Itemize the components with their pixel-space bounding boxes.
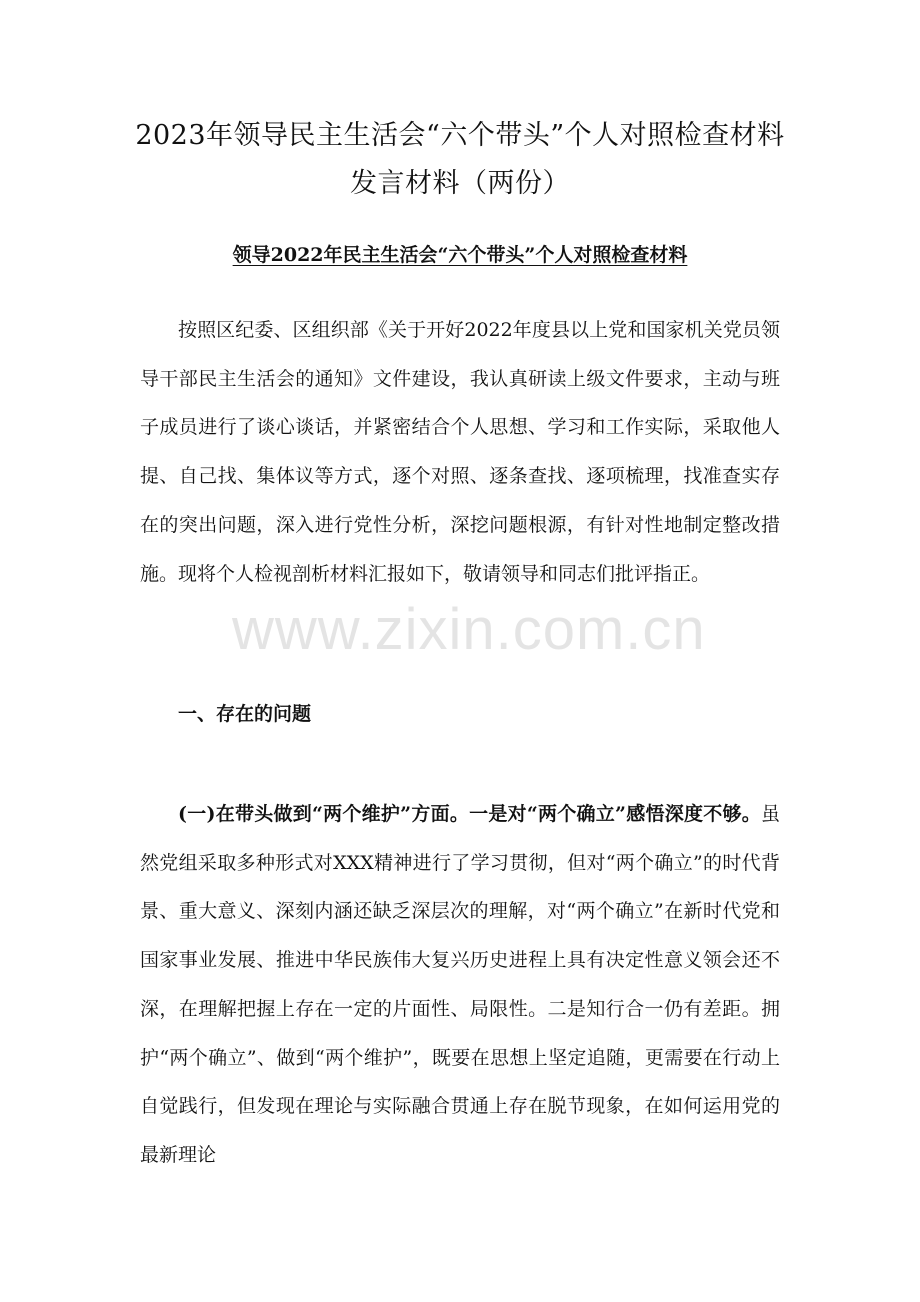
document-title: 2023年领导民主生活会“六个带头”个人对照检查材料发言材料（两份）: [135, 120, 785, 199]
subtitle-text: 领导2022年民主生活会“六个带头”个人对照检查材料: [232, 244, 688, 266]
item1-body: 虽然党组采取多种形式对XXX精神进行了学习贯彻，但对“两个确立”的时代背景、重大意义、深刻内涵还缺乏深层次的理解，对“两个确立”在新时代党和国家事业发展、推进中华民族伟大复兴历史进程上具有决定性意义领会还不深，在理解把握上存在一定的片面性、局限性。二是知行合一仍有差距。拥护“两个确立”、做到“两个维护”，既要在思想上坚定追随，更需要在行动上自觉践行，但发现在理论与实际融合贯通上存在脱节现象，在如何运用党的最新理论: [140, 803, 780, 1166]
document-subtitle: [140, 240, 780, 270]
watermark-text: www.zixin.com.cn: [232, 597, 706, 662]
intro-paragraph: 按照区纪委、区组织部《关于开好2022年度县以上党和国家机关党员领导干部民主生活会的通知》文件建设，我认真研读上级文件要求，主动与班子成员进行了谈心谈话，并紧密结合个人思想、学习和工作实际，采取他人提、自己找、集体议等方式，逐个对照、逐条查找、逐项梳理，找准查实存在的突出问题，深入进行党性分析，深挖问题根源，有针对性地制定整改措施。现将个人检视剖析材料汇报如下，敬请领导和同志们批评指正。: [140, 319, 780, 585]
item1-paragraph: [140, 790, 780, 1180]
item1-lead: (一)在带头做到“两个维护”方面。一是对“两个确立”感悟深度不够。: [178, 803, 761, 825]
section-heading: 一、存在的问题: [178, 703, 312, 725]
